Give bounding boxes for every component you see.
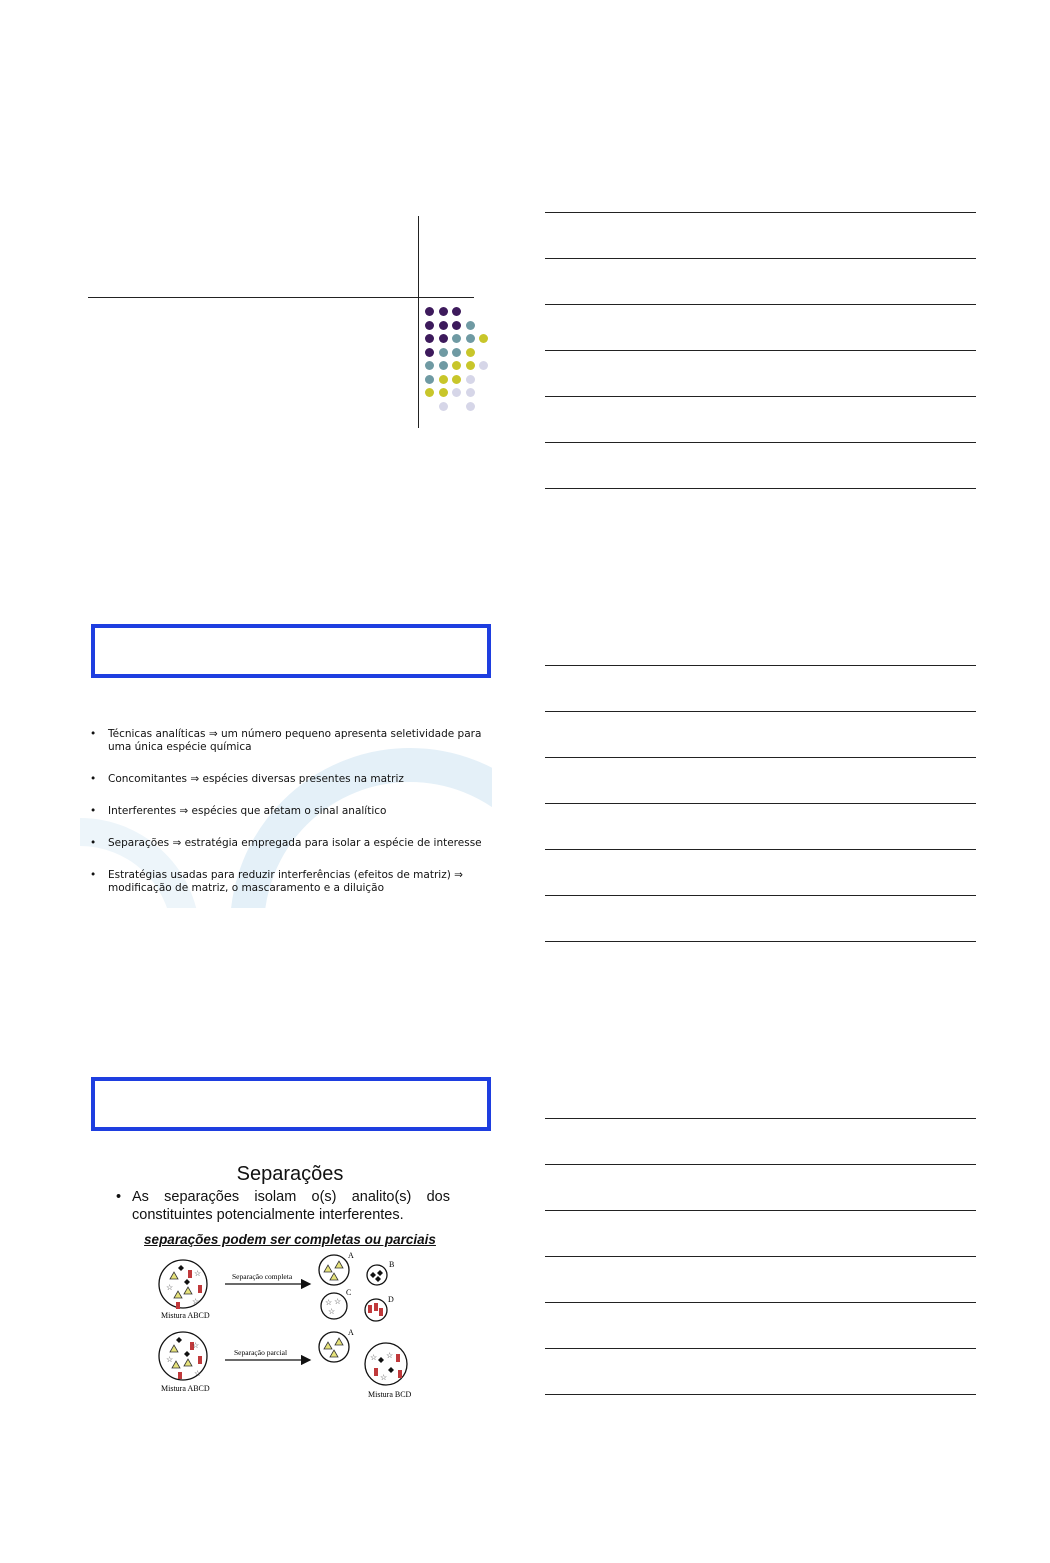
slide2-title-box: [91, 624, 491, 678]
slide3-bullet: [116, 1188, 450, 1224]
svg-text:☆: ☆: [166, 1283, 174, 1292]
note-line: [545, 1394, 976, 1395]
decorative-dot: [452, 375, 461, 384]
slide3-title-box: [91, 1077, 491, 1131]
svg-text:☆: ☆: [192, 1297, 200, 1306]
decorative-dot: [425, 307, 434, 316]
mixture-circle-row2: [159, 1332, 207, 1380]
svg-text:☆: ☆: [380, 1373, 388, 1382]
product-circle-c: [321, 1293, 347, 1319]
svg-text:☆: ☆: [194, 1369, 202, 1378]
mixture-circle-row1: [159, 1260, 207, 1309]
arrow-label-partial: Separação parcial: [234, 1348, 288, 1357]
svg-text:☆: ☆: [334, 1297, 342, 1306]
decorative-dot: [425, 321, 434, 330]
decorative-dot: [466, 361, 475, 370]
slide1-dot-pattern: [420, 302, 500, 422]
product-label-a: A: [348, 1251, 354, 1260]
note-line: [545, 258, 976, 259]
remainder-label: Mistura BCD: [368, 1390, 412, 1399]
note-line: [545, 442, 976, 443]
decorative-dot: [425, 375, 434, 384]
decorative-dot: [452, 334, 461, 343]
product-label-d: D: [388, 1295, 394, 1304]
note-line: [545, 488, 976, 489]
note-line: [545, 941, 976, 942]
bullet-item: [80, 728, 492, 754]
decorative-dot: [466, 348, 475, 357]
slide2-bullet-list: [80, 728, 492, 908]
bullet-text: Separações ⇒ estratégia empregada para isolar a espécie de interesse: [108, 837, 482, 849]
separation-diagram: [112, 1248, 468, 1408]
bullet-symbol: •: [90, 728, 97, 740]
note-line: [545, 1302, 976, 1303]
product-label-a-partial: A: [348, 1328, 354, 1337]
product-circle-a-partial: [319, 1332, 349, 1362]
slide2-content: [80, 708, 492, 908]
note-line: [545, 1118, 976, 1119]
note-line: [545, 350, 976, 351]
bullet-text: Técnicas analíticas ⇒ um número pequeno apresenta seletividade para uma única espécie química: [108, 728, 482, 753]
note-line: [545, 803, 976, 804]
decorative-dot: [466, 388, 475, 397]
note-line: [545, 895, 976, 896]
slide3-title: Separações: [236, 1163, 344, 1185]
mixture-label-row1: Mistura ABCD: [161, 1311, 210, 1320]
note-line: [545, 665, 976, 666]
decorative-dot: [479, 361, 488, 370]
decorative-dot: [439, 402, 448, 411]
remainder-circle-bcd: [365, 1343, 407, 1385]
decorative-dot: [439, 388, 448, 397]
slide1-horizontal-rule: [88, 297, 474, 298]
bullet-text: As separações isolam o(s) analito(s) dos constituintes potencialmente interferentes.: [132, 1189, 450, 1223]
decorative-dot: [479, 334, 488, 343]
svg-text:☆: ☆: [328, 1307, 336, 1316]
note-line: [545, 304, 976, 305]
slide1-vertical-rule: [418, 216, 419, 428]
note-line: [545, 849, 976, 850]
decorative-dot: [425, 361, 434, 370]
bullet-text: Estratégias usadas para reduzir interferências (efeitos de matriz) ⇒ modificação de matriz, o mascaramento e a diluição: [108, 869, 463, 894]
slide3-content: [112, 1160, 468, 1400]
decorative-dot: [425, 348, 434, 357]
decorative-dot: [439, 321, 448, 330]
decorative-dot: [439, 375, 448, 384]
svg-text:☆: ☆: [325, 1298, 333, 1307]
product-circle-d: [365, 1299, 387, 1321]
decorative-dot: [439, 334, 448, 343]
decorative-dot: [452, 348, 461, 357]
bullet-symbol: •: [90, 837, 97, 849]
bullet-symbol: •: [116, 1189, 122, 1205]
bullet-item: [80, 805, 492, 818]
product-circle-a: [319, 1255, 349, 1285]
decorative-dot: [439, 307, 448, 316]
bullet-item: [80, 837, 492, 850]
svg-text:☆: ☆: [194, 1269, 202, 1278]
note-line: [545, 1256, 976, 1257]
slide3-subtitle: separações podem ser completas ou parciais: [144, 1232, 436, 1247]
decorative-dot: [466, 402, 475, 411]
note-line: [545, 396, 976, 397]
product-label-b: B: [389, 1260, 395, 1269]
bullet-item: [80, 773, 492, 786]
decorative-dot: [452, 361, 461, 370]
note-line: [545, 1210, 976, 1211]
bullet-symbol: •: [90, 869, 97, 881]
product-label-c: C: [346, 1288, 352, 1297]
decorative-dot: [452, 307, 461, 316]
note-line: [545, 1164, 976, 1165]
svg-text:☆: ☆: [370, 1353, 378, 1362]
note-line: [545, 212, 976, 213]
decorative-dot: [425, 388, 434, 397]
decorative-dot: [425, 334, 434, 343]
decorative-dot: [466, 334, 475, 343]
decorative-dot: [466, 321, 475, 330]
bullet-symbol: •: [90, 773, 97, 785]
note-line: [545, 757, 976, 758]
product-circle-b: [367, 1265, 387, 1285]
decorative-dot: [439, 348, 448, 357]
note-line: [545, 711, 976, 712]
bullet-item: [80, 869, 492, 895]
svg-text:☆: ☆: [166, 1355, 174, 1364]
svg-text:☆: ☆: [386, 1351, 394, 1360]
decorative-dot: [439, 361, 448, 370]
decorative-dot: [466, 375, 475, 384]
decorative-dot: [452, 321, 461, 330]
decorative-dot: [452, 388, 461, 397]
bullet-symbol: •: [90, 805, 97, 817]
bullet-text: Concomitantes ⇒ espécies diversas presentes na matriz: [108, 773, 404, 785]
arrow-label-complete: Separação completa: [232, 1272, 293, 1281]
svg-text:☆: ☆: [192, 1341, 200, 1350]
bullet-text: Interferentes ⇒ espécies que afetam o sinal analítico: [108, 805, 387, 817]
note-line: [545, 1348, 976, 1349]
mixture-label-row2: Mistura ABCD: [161, 1384, 210, 1393]
